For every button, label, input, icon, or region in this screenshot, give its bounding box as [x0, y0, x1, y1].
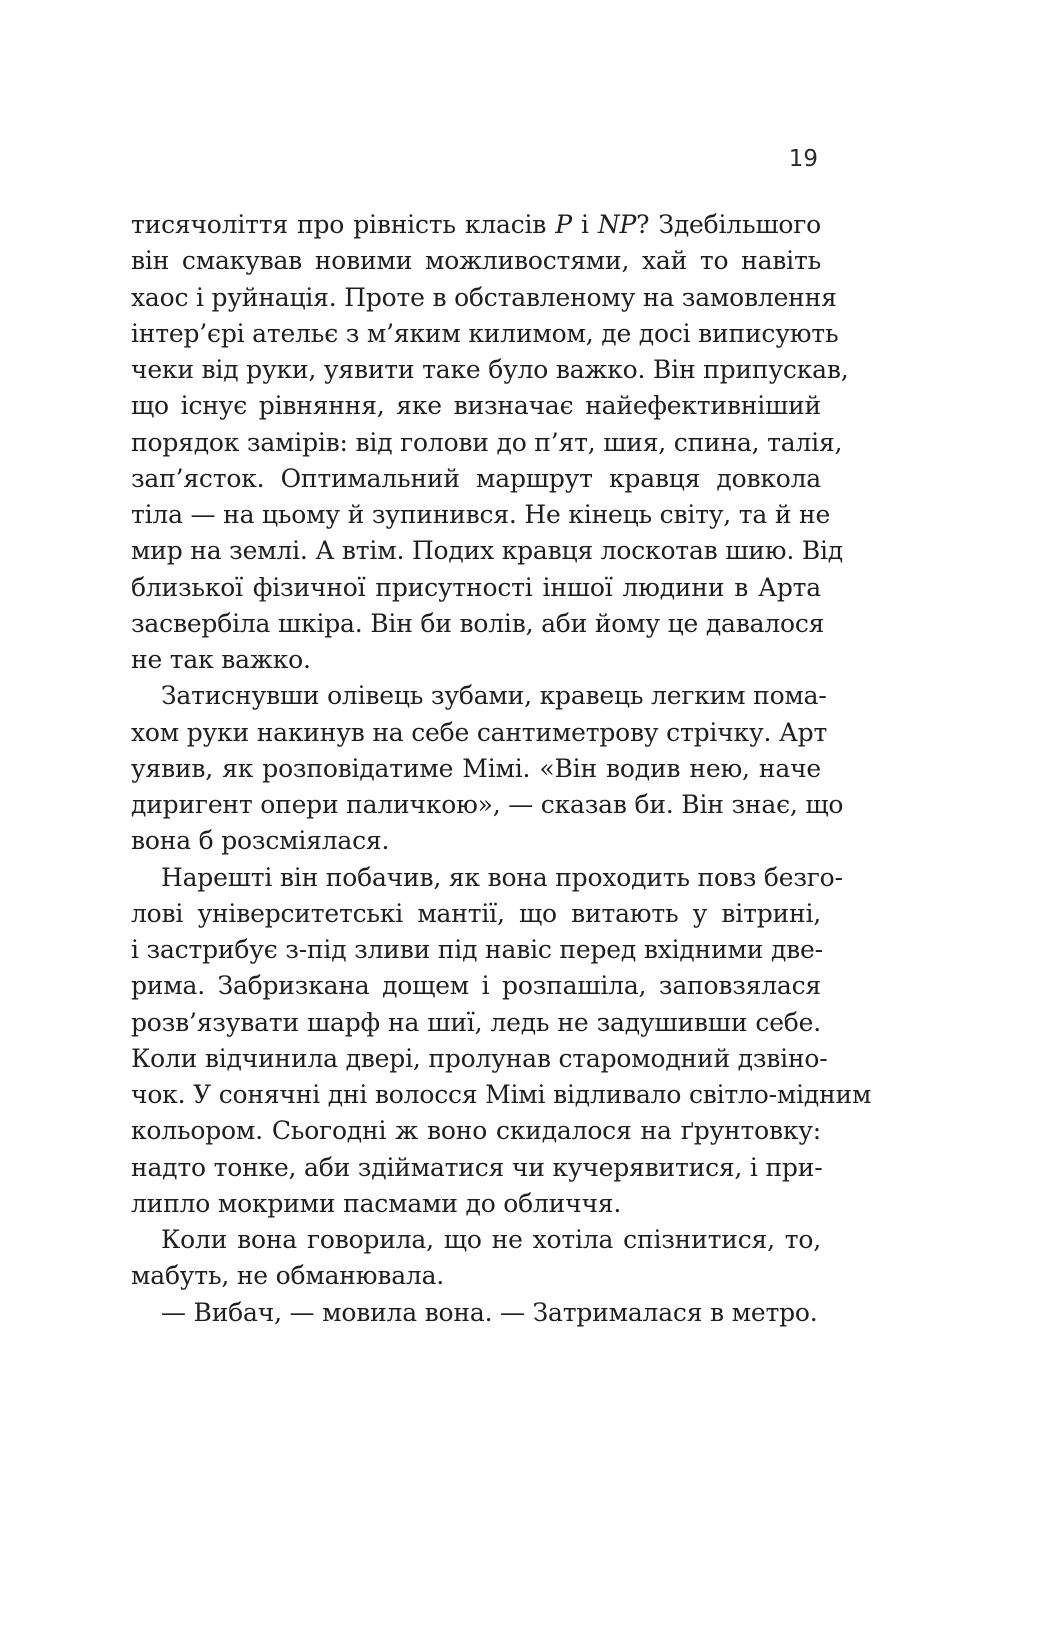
text-line: лові університетські мантії, що витають у вітрині, [131, 898, 821, 928]
text-line: він смакував новими можливостями, хай то навіть [131, 246, 821, 276]
text-line: і застрибує з-під зливи під навіс перед вхідними две- [131, 935, 823, 964]
text-line: тіла — на цьому й зупинився. Не кінець світу, та й не [131, 500, 831, 529]
text-line: надто тонке, аби здійматися чи кучерявитися, і при- [131, 1152, 823, 1182]
text-line: розв’язувати шарф на шиї, ледь не задушивши себе. [131, 1007, 821, 1037]
text-line: не так важко. [131, 645, 311, 674]
paragraph [131, 678, 844, 859]
text-line: уявив, як розповідатиме Мімі. «Він водив нею, наче [131, 753, 821, 783]
text-line: диригент опери паличкою», — сказав би. Він знає, що [131, 790, 844, 819]
paragraph [131, 1222, 821, 1295]
text-line: близької фізичної присутності іншої людини в Арта [131, 572, 821, 602]
text-line: засвербіла шкіра. Він би волів, аби йому це давалося [131, 608, 825, 638]
text-line: Нарешті він побачив, як вона проходить повз безго- [161, 862, 843, 892]
text-line: Коли відчинила двері, пролунав старомодний дзвіно- [131, 1043, 828, 1073]
text-line: Затиснувши олівець зубами, кравець легким пома- [161, 681, 827, 711]
text-line: — Вибач, — мовила вона. — Затрималася в метро. [161, 1297, 818, 1327]
text-line: вона б розсміялася. [131, 826, 390, 856]
text-line: рима. Забризкана дощем і розпашіла, заповзялася [131, 971, 821, 1001]
text-line: липло мокрими пасмами до обличчя. [131, 1188, 622, 1218]
body-text [131, 207, 872, 1331]
page-number: 19 [788, 146, 818, 172]
text-line: Коли вона говорила, що не хотіла спізнитися, то, [161, 1225, 821, 1254]
text-line: чеки від руки, уявити таке було важко. Він припускав, [131, 355, 849, 384]
text-line: кольором. Сьогодні ж воно скидалося на ґрунтовку: [131, 1116, 821, 1146]
text-line: хом руки накинув на себе сантиметрову стрічку. Арт [131, 717, 828, 747]
text-line: чок. У сонячні дні волосся Мімі відливало світло-мідним [131, 1080, 872, 1109]
text-line: мир на землі. А втім. Подих кравця лоскотав шию. Від [131, 536, 843, 566]
paragraph [131, 1295, 821, 1331]
text-line: порядок замірів: від голови до п’ят, шия, спина, талія, [131, 427, 843, 457]
paragraph [131, 860, 872, 1223]
text-line: мабуть, не обманювала. [131, 1261, 445, 1291]
text-line: що існує рівняння, яке визначає найефективніший [131, 391, 821, 421]
text-line: інтер’єрі ательє з м’яким килимом, де досі виписують [131, 318, 839, 348]
text-line: зап’ясток. Оптимальний маршрут кравця довкола [131, 463, 821, 493]
text-line: хаос і руйнація. Проте в обставленому на замовлення [131, 282, 837, 312]
text-line: тисячоліття про рівність класів P і NP? Здебільшого [131, 210, 822, 239]
paragraph [131, 207, 849, 678]
